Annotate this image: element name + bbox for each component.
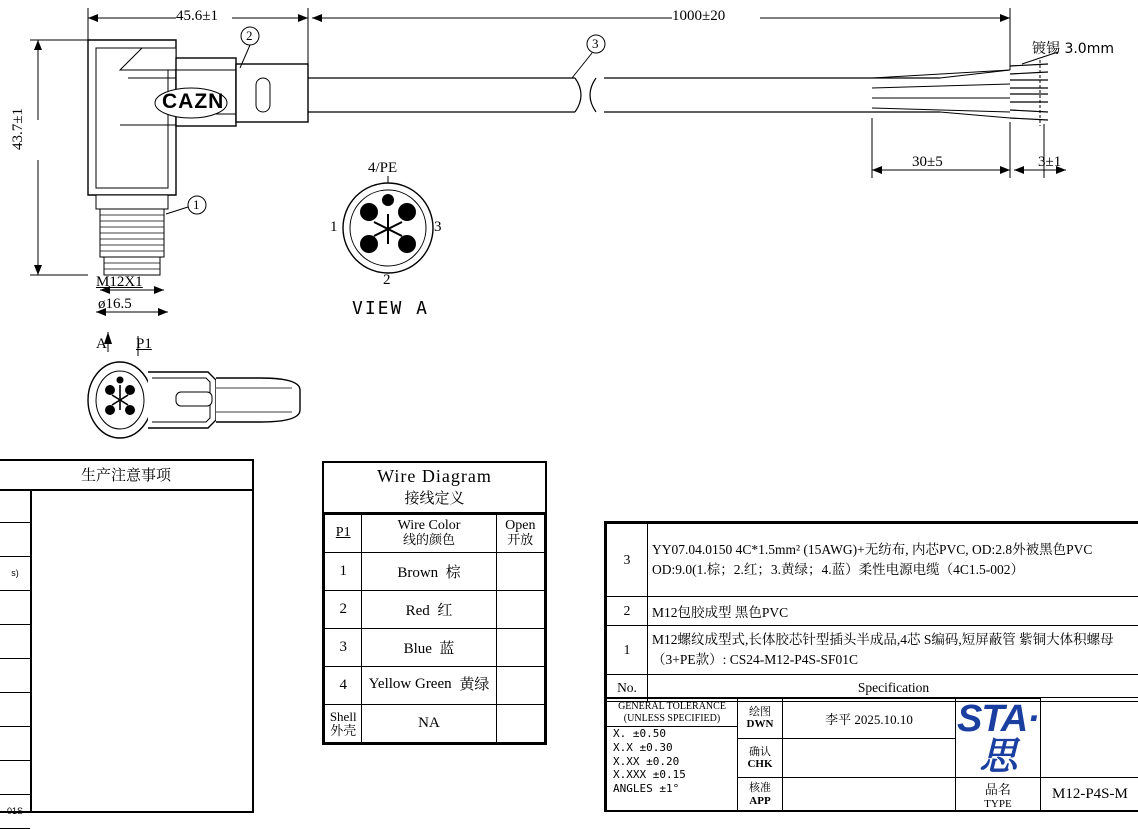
role-name <box>783 778 956 812</box>
view-a-pin-top-label: 4/PE <box>368 160 397 177</box>
wire-color-en: Red <box>406 603 430 619</box>
view-a-title: VIEW A <box>352 298 429 319</box>
title-block <box>604 697 1138 812</box>
tolerance-line: X.X ±0.30 <box>613 741 737 755</box>
tolerance-line: X.XXX ±0.15 <box>613 768 737 782</box>
wire-pin: 3 <box>325 629 362 667</box>
tolerance-line: X. ±0.50 <box>613 727 737 741</box>
wire-pin: 2 <box>325 591 362 629</box>
header-p1: P1 <box>325 515 362 553</box>
notes-side-cell <box>0 727 30 761</box>
wire-open <box>496 667 544 705</box>
wire-pin: 4 <box>325 667 362 705</box>
notes-side-cell <box>0 591 30 625</box>
wire-diagram-title <box>324 463 545 514</box>
tolerance-title <box>607 699 737 727</box>
dim-tin-strip: 3±1 <box>1038 154 1061 171</box>
wire-table-header-row <box>325 515 545 553</box>
notes-side-cell <box>0 489 30 523</box>
role-cell <box>738 778 783 812</box>
tolerance-title-line1: GENERAL TOLERANCE <box>607 701 737 713</box>
tolerance-list <box>607 727 737 796</box>
wire-color-cn: 棕 <box>446 563 461 581</box>
notes-side-cell <box>0 625 30 659</box>
header-wire-color-cn: 线的颜色 <box>363 534 494 548</box>
tolerance-line: ANGLES ±1° <box>613 782 737 796</box>
notes-side-cell <box>0 659 30 693</box>
production-notes-title: 生产注意事项 <box>0 461 252 491</box>
header-wire-color-en: Wire Color <box>363 519 494 534</box>
tolerance-line: X.XX ±0.20 <box>613 755 737 769</box>
notes-side-cell: s) <box>0 557 30 591</box>
role-en: APP <box>739 795 781 808</box>
part-label-en: TYPE <box>957 798 1039 810</box>
dim-cable-length: 1000±20 <box>672 8 725 25</box>
company-logo: STA·思 <box>957 698 1039 778</box>
dim-thread: M12X1 <box>96 274 143 291</box>
bom-item-no: 3 <box>607 524 648 597</box>
wire-color: NA <box>362 705 496 743</box>
wire-color <box>362 591 496 629</box>
balloon-1-label: 1 <box>193 197 200 213</box>
wire-table-row <box>325 629 545 667</box>
bom-item-no: 2 <box>607 597 648 626</box>
wire-color-cn: 蓝 <box>439 639 454 657</box>
part-label-cn: 品名 <box>957 779 1039 798</box>
company-logo-cell <box>956 699 1041 778</box>
notes-side-cell <box>0 761 30 795</box>
role-en: CHK <box>739 758 781 771</box>
role-cn: 确认 <box>739 745 781 758</box>
header-open-cn: 开放 <box>498 534 543 548</box>
dim-connector-length: 45.6±1 <box>176 8 218 25</box>
wire-table-row <box>325 667 545 705</box>
wire-pin: Shell 外壳 <box>325 705 362 743</box>
bom-item-spec: YY07.04.0150 4C*1.5mm² (15AWG)+无纺布, 内芯PVC, OD:2.8外被黑色PVC OD:9.0(1.棕；2.红；3.黄绿；4.蓝）柔性电源电缆（4C1.5-002） <box>648 524 1138 597</box>
role-name: 李平 2025.10.10 <box>783 699 956 739</box>
part-label-cell <box>956 778 1041 812</box>
wire-color-cn: 黄绿 <box>459 677 489 693</box>
wire-color-en: Yellow Green <box>369 677 452 693</box>
role-cn: 核准 <box>739 781 781 794</box>
wire-open <box>496 629 544 667</box>
part-number: M12-P4S-M <box>1040 778 1138 812</box>
wire-color <box>362 629 496 667</box>
notes-side-cell <box>0 523 30 557</box>
bom-row <box>607 597 1138 626</box>
notes-side-column <box>0 489 32 811</box>
wire-diagram-table <box>322 461 547 745</box>
bom-item-spec: M12包胶成型 黑色PVC <box>648 597 1138 626</box>
dim-connector-height-text: 43.7±1 <box>10 108 26 150</box>
bom-header-spec: Specification <box>648 675 1138 702</box>
wire-color-en: Blue <box>404 641 432 657</box>
header-open-en: Open <box>498 519 543 534</box>
wire-diagram-title-cn: 接线定义 <box>324 487 545 508</box>
production-notes-table <box>0 459 254 813</box>
bom-row <box>607 626 1138 675</box>
wire-color-en: Brown <box>397 565 438 581</box>
header-open <box>496 515 544 553</box>
header-wire-color <box>362 515 496 553</box>
wire-table-row <box>325 591 545 629</box>
bom-row <box>607 524 1138 597</box>
balloon-2-label: 2 <box>246 28 253 44</box>
section-plane-label: P1 <box>136 336 152 353</box>
wire-pin: 1 <box>325 553 362 591</box>
wire-color <box>362 667 496 705</box>
section-arrow-label: A <box>96 336 107 353</box>
wire-color-cn: 红 <box>437 601 452 619</box>
role-name <box>783 738 956 778</box>
dim-jacket-strip: 30±5 <box>912 154 943 171</box>
bom-item-spec: M12螺纹成型式,长体胶芯针型插头半成品,4芯 S编码,短屏蔽管 紫铜大体积螺母（3+PE款）: CS24-M12-P4S-SF01C <box>648 626 1138 675</box>
role-cell <box>738 699 783 739</box>
wire-table-row <box>325 705 545 743</box>
wire-open <box>496 553 544 591</box>
bom-header-no: No. <box>607 675 648 702</box>
view-a-pin-left-label: 1 <box>330 219 338 236</box>
tolerance-title-line2: (UNLESS SPECIFIED) <box>607 713 737 725</box>
bom-item-no: 1 <box>607 626 648 675</box>
role-cn: 绘图 <box>739 705 781 718</box>
wire-color <box>362 553 496 591</box>
tolerance-cell <box>607 699 738 812</box>
wire-diagram-title-en: Wire Diagram <box>324 466 545 487</box>
wire-open <box>496 591 544 629</box>
dim-diameter: ø16.5 <box>98 296 132 313</box>
wire-table-row <box>325 553 545 591</box>
notes-side-cell: 01S <box>0 795 30 829</box>
tin-note: 镀锡 3.0mm <box>1032 38 1114 58</box>
notes-side-cell <box>0 693 30 727</box>
wire-open <box>496 705 544 743</box>
view-a-pin-bottom-label: 2 <box>383 272 391 289</box>
bom-table <box>604 521 1138 702</box>
dim-connector-height <box>10 108 27 150</box>
balloon-3-label: 3 <box>592 36 599 52</box>
connector-brand-logo: CAZN <box>162 90 224 114</box>
role-cell <box>738 738 783 778</box>
role-en: DWN <box>739 718 781 731</box>
view-a-pin-right-label: 3 <box>434 219 442 236</box>
